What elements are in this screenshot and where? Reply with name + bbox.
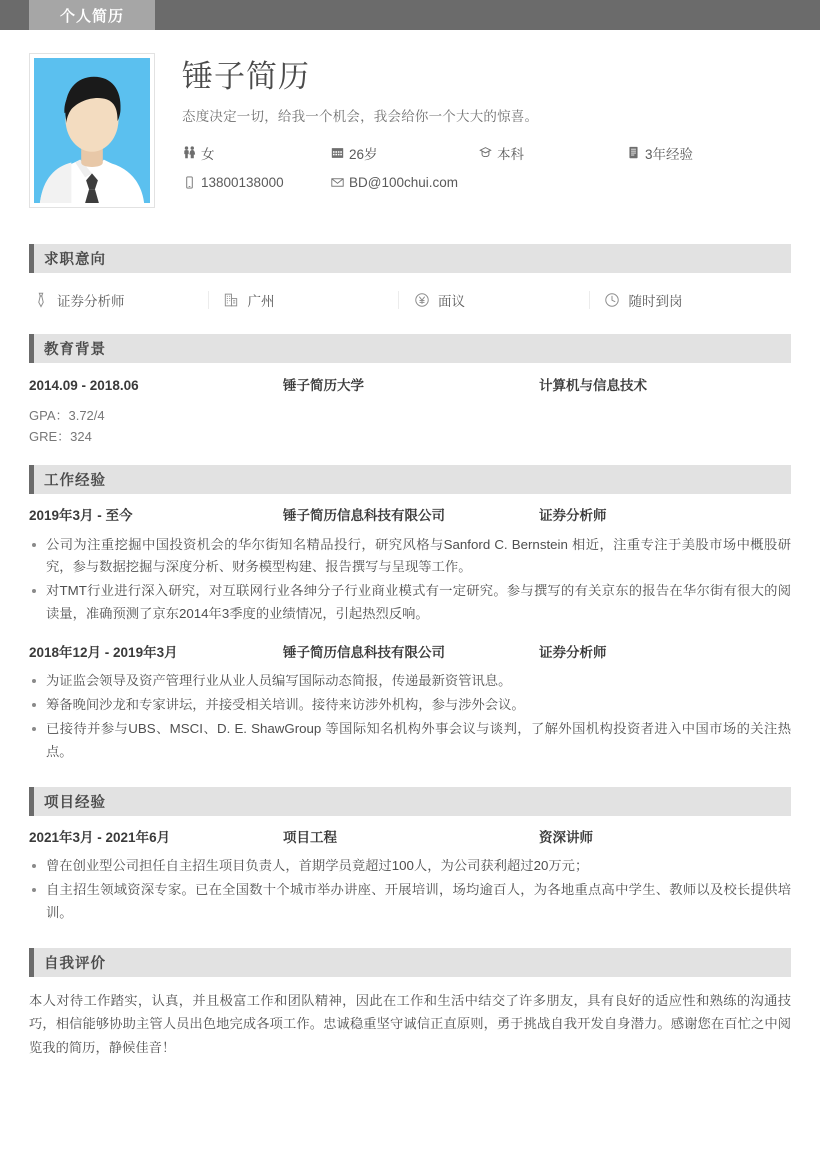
education-entry <box>29 376 791 447</box>
education-gpa: GPA：3.72/4 <box>29 408 105 424</box>
list-item: 公司为注重挖掘中国投资机会的华尔街知名精品投行，研究风格与Sanford C. Bernstein 相近，注重专注于美股市场中概股研究，参与数据挖掘与深度分析、财务模型构建、报告撰写与呈现等工作。 <box>29 534 791 580</box>
list-item: 已接待并参与UBS、MSCI、D. E. ShawGroup 等国际知名机构外事会议与谈判，了解外国机构投资者进入中国市场的关注热点。 <box>29 718 791 764</box>
work-period: 2018年12月 - 2019年3月 <box>29 645 178 661</box>
work-company: 锤子简历信息科技有限公司 <box>283 508 445 524</box>
list-item: 曾在创业型公司担任自主招生项目负责人，首期学员竟超过100人，为公司获利超过20万元； <box>29 855 791 878</box>
section-header-evaluation <box>29 948 791 977</box>
resume-page <box>0 30 820 1060</box>
work-entry <box>29 643 791 764</box>
education-major: 计算机与信息技术 <box>539 378 647 393</box>
meta-gender-value: 女 <box>201 146 215 162</box>
section-title-intention: 求职意向 <box>44 252 106 268</box>
top-header-bar <box>0 0 820 30</box>
list-item: 筹备晚间沙龙和专家讲坛，并接受相关培训。接待来访涉外机构，参与涉外会议。 <box>29 694 791 717</box>
meta-education-value: 本科 <box>497 146 524 162</box>
section-work-experience <box>29 465 791 763</box>
resume-title-tab <box>29 0 155 30</box>
meta-age-value: 26岁 <box>349 146 378 162</box>
education-details <box>29 405 791 447</box>
profile-info <box>155 53 791 208</box>
tie-icon <box>32 292 49 309</box>
profile-header <box>29 30 791 226</box>
gender-icon <box>182 146 196 160</box>
section-header-education <box>29 334 791 363</box>
intention-position-value: 证券分析师 <box>57 294 125 309</box>
education-period: 2014.09 - 2018.06 <box>29 378 139 393</box>
intention-city-value: 广州 <box>247 294 275 309</box>
work-company: 锤子简历信息科技有限公司 <box>283 645 445 661</box>
intention-availability <box>601 290 792 310</box>
intention-row <box>29 284 791 316</box>
work-role: 证券分析师 <box>539 508 607 524</box>
envelope-icon <box>330 175 344 189</box>
candidate-tagline: 态度决定一切，给我一个机会，我会给你一个大大的惊喜。 <box>182 108 539 124</box>
project-name: 项目工程 <box>283 829 337 845</box>
list-item: 对TMT行业进行深入研究，对互联网行业各绅分子行业商业模式有一定研究。参与撰写的有关京东的报告在华尔街有很大的阅读量，准确预测了京东2014年3季度的业绩情况，引起热烈反响。 <box>29 580 791 626</box>
meta-age <box>330 143 478 163</box>
work-entry-head <box>29 506 791 526</box>
project-entry-head <box>29 828 791 848</box>
section-header-project <box>29 787 791 816</box>
clock-icon <box>604 292 621 309</box>
section-header-intention <box>29 244 791 273</box>
meta-phone-value: 13800138000 <box>201 174 284 190</box>
section-project-experience <box>29 787 791 925</box>
candidate-name: 锤子简历 <box>182 59 310 94</box>
section-title-project: 项目经验 <box>44 794 106 811</box>
mobile-icon <box>182 175 196 189</box>
meta-gender <box>182 143 330 163</box>
meta-experience <box>626 143 791 163</box>
intention-city <box>220 290 411 310</box>
section-job-intention <box>29 244 791 316</box>
meta-experience-value: 3年经验 <box>645 146 694 162</box>
resume-title-label: 个人简历 <box>59 7 124 25</box>
work-period: 2019年3月 - 至今 <box>29 508 133 524</box>
avatar <box>34 58 150 203</box>
work-entry <box>29 506 791 626</box>
meta-email-value: BD@100chui.com <box>349 174 459 190</box>
yen-icon <box>413 292 430 309</box>
project-bullets <box>29 855 791 925</box>
work-bullets <box>29 670 791 763</box>
education-icon <box>478 146 492 160</box>
project-period: 2021年3月 - 2021年6月 <box>29 829 171 845</box>
section-title-education: 教育背景 <box>44 342 106 358</box>
document-icon <box>626 146 640 160</box>
section-self-evaluation <box>29 948 791 1060</box>
calendar-icon <box>330 146 344 160</box>
intention-position <box>29 290 220 310</box>
list-item: 自主招生领域资深专家。已在全国数十个城市举办讲座、开展培训，场均逾百人，为各地重点高中学生、教师以及校长提供培训。 <box>29 879 791 925</box>
self-evaluation-text: 本人对待工作踏实，认真，并且极富工作和团队精神，因此在工作和生活中结交了许多朋友，具有良好的适应性和熟练的沟通技巧，相信能够协助主管人员出色地完成各项工作。忠诚稳重坚守诚信正直原则，勇于挑战自我开发自身潜力。感谢您在百忙之中阅览我的简历，静候佳音！ <box>29 992 791 1055</box>
intention-availability-value: 随时到岗 <box>628 294 683 309</box>
avatar-frame <box>29 53 155 208</box>
meta-email <box>330 175 478 190</box>
section-title-evaluation: 自我评价 <box>44 955 106 972</box>
work-bullets <box>29 534 791 626</box>
project-entry <box>29 828 791 925</box>
building-icon <box>223 292 240 309</box>
meta-phone <box>182 175 330 190</box>
education-entry-head <box>29 376 791 396</box>
education-school: 锤子简历大学 <box>283 378 364 393</box>
intention-salary-value: 面议 <box>438 294 465 309</box>
profile-meta-grid <box>182 143 791 190</box>
work-entry-head <box>29 643 791 663</box>
meta-education <box>478 143 626 163</box>
list-item: 为证监会领导及资产管理行业从业人员编写国际动态简报，传递最新资管讯息。 <box>29 670 791 693</box>
section-education <box>29 334 791 447</box>
intention-salary <box>410 290 601 310</box>
education-gre: GRE：324 <box>29 429 92 445</box>
section-title-work: 工作经验 <box>44 473 106 490</box>
section-header-work <box>29 465 791 494</box>
work-role: 证券分析师 <box>539 645 607 661</box>
project-role: 资深讲师 <box>539 829 593 845</box>
